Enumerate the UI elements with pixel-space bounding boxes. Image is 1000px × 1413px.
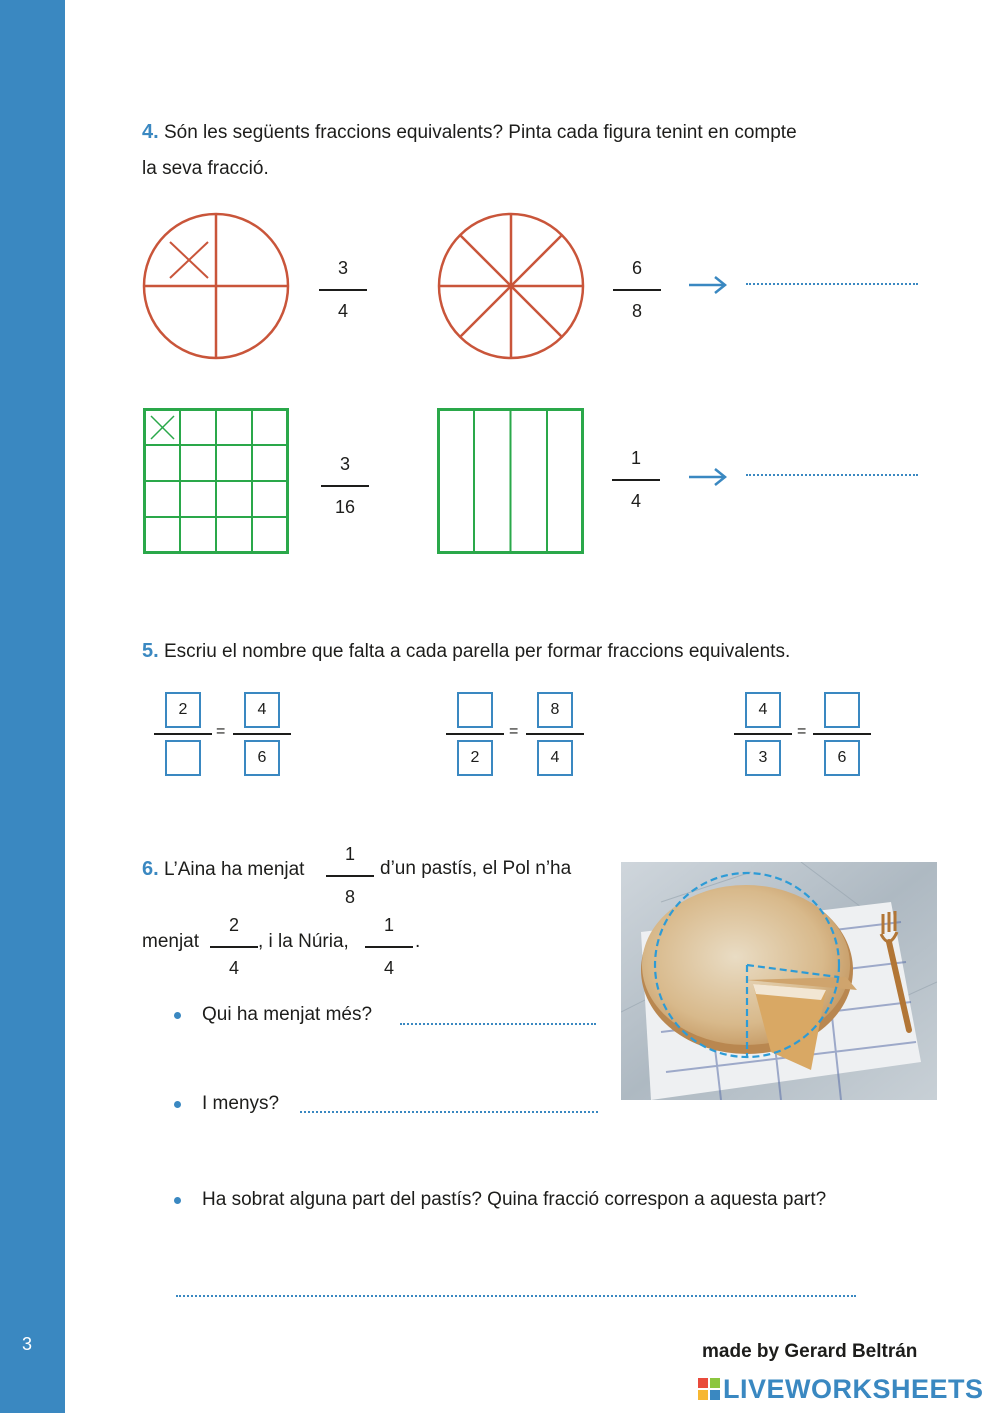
answer-line-less[interactable] xyxy=(300,1111,598,1113)
equals-sign: = xyxy=(509,723,519,740)
circle-eighths[interactable] xyxy=(437,212,585,360)
box-numerator: 2 xyxy=(165,692,201,728)
answer-line-row2[interactable] xyxy=(746,474,918,476)
q5-pair3-frac-a xyxy=(734,692,792,776)
q5-pair3-frac-b xyxy=(813,692,871,776)
equals-sign: = xyxy=(797,723,807,740)
denominator: 8 xyxy=(344,887,355,907)
answer-box[interactable] xyxy=(824,692,860,728)
q4-frac-4 xyxy=(609,448,663,517)
q5-pair1-frac-b xyxy=(233,692,291,776)
q4-prompt xyxy=(142,114,882,187)
denominator: 4 xyxy=(383,958,394,978)
q6-frac-aina xyxy=(323,844,377,913)
answer-line-more[interactable] xyxy=(400,1023,596,1025)
q5-pair2-frac-b xyxy=(526,692,584,776)
q5-number: 5. xyxy=(142,640,159,662)
grid-4x4[interactable] xyxy=(143,408,289,554)
q4-text-line1: Són les següents fraccions equivalents? Pinta cada figura tenint en compte xyxy=(163,122,797,143)
numerator: 2 xyxy=(228,915,239,935)
q6-question-more: Qui ha menjat més? xyxy=(202,1004,373,1025)
q6-frac-pol xyxy=(207,915,261,984)
q6-line1-end: d’un pastís, el Pol n’ha xyxy=(380,858,572,879)
circle-quarters[interactable] xyxy=(142,212,290,360)
q5-pair1-frac-a xyxy=(154,692,212,776)
q4-text-line2: la seva fracció. xyxy=(142,158,269,179)
q4-frac-2 xyxy=(610,258,664,327)
q4-frac-1 xyxy=(316,258,370,327)
q6-line2-start: menjat xyxy=(142,931,200,952)
denominator: 4 xyxy=(228,958,239,978)
box-denominator: 2 xyxy=(457,740,493,776)
numerator: 6 xyxy=(631,258,642,278)
q6-text: L’Aina ha menjat xyxy=(163,859,305,880)
liveworksheets-icon xyxy=(698,1378,720,1400)
brand-logo xyxy=(698,1374,984,1405)
box-numerator: 4 xyxy=(244,692,280,728)
denominator: 4 xyxy=(337,301,348,321)
q6-line2-end: . xyxy=(415,931,421,952)
box-denominator: 6 xyxy=(244,740,280,776)
numerator: 3 xyxy=(339,454,350,474)
equals-sign: = xyxy=(216,723,226,740)
denominator: 16 xyxy=(334,497,356,517)
q6-number: 6. xyxy=(142,858,159,880)
grid-4-columns[interactable] xyxy=(437,408,584,554)
q4-number: 4. xyxy=(142,121,159,143)
answer-line-row1[interactable] xyxy=(746,283,918,285)
answer-box[interactable] xyxy=(165,740,201,776)
brand-name: LIVEWORKSHEETS xyxy=(723,1374,984,1404)
box-denominator: 4 xyxy=(537,740,573,776)
box-numerator: 8 xyxy=(537,692,573,728)
q5-text: Escriu el nombre que falta a cada parella per formar fraccions equivalents. xyxy=(163,641,791,662)
q6-line2-mid: , i la Núria, xyxy=(258,931,349,952)
box-denominator: 3 xyxy=(745,740,781,776)
bullet-icon xyxy=(174,1101,181,1108)
q6-question-less: I menys? xyxy=(202,1093,280,1114)
cake-photo xyxy=(621,862,937,1100)
author-credit: made by Gerard Beltrán xyxy=(702,1341,918,1362)
q6-line1-start xyxy=(142,851,304,888)
arrow-right-icon xyxy=(688,467,728,487)
denominator: 8 xyxy=(631,301,642,321)
q5-prompt xyxy=(142,633,922,670)
box-denominator: 6 xyxy=(824,740,860,776)
q5-pair2-frac-a xyxy=(446,692,504,776)
numerator: 1 xyxy=(344,844,355,864)
bullet-icon xyxy=(174,1197,181,1204)
sidebar-strip xyxy=(0,0,65,1413)
q4-frac-3 xyxy=(318,454,372,523)
answer-line-left[interactable] xyxy=(176,1295,856,1297)
page-number: 3 xyxy=(22,1334,33,1354)
denominator: 4 xyxy=(630,491,641,511)
box-numerator: 4 xyxy=(745,692,781,728)
arrow-right-icon xyxy=(688,275,728,295)
q6-question-left: Ha sobrat alguna part del pastís? Quina fracció correspon a aquesta part? xyxy=(202,1189,827,1210)
numerator: 1 xyxy=(630,448,641,468)
bullet-icon xyxy=(174,1012,181,1019)
q6-frac-nuria xyxy=(362,915,416,984)
answer-box[interactable] xyxy=(457,692,493,728)
numerator: 3 xyxy=(337,258,348,278)
numerator: 1 xyxy=(383,915,394,935)
